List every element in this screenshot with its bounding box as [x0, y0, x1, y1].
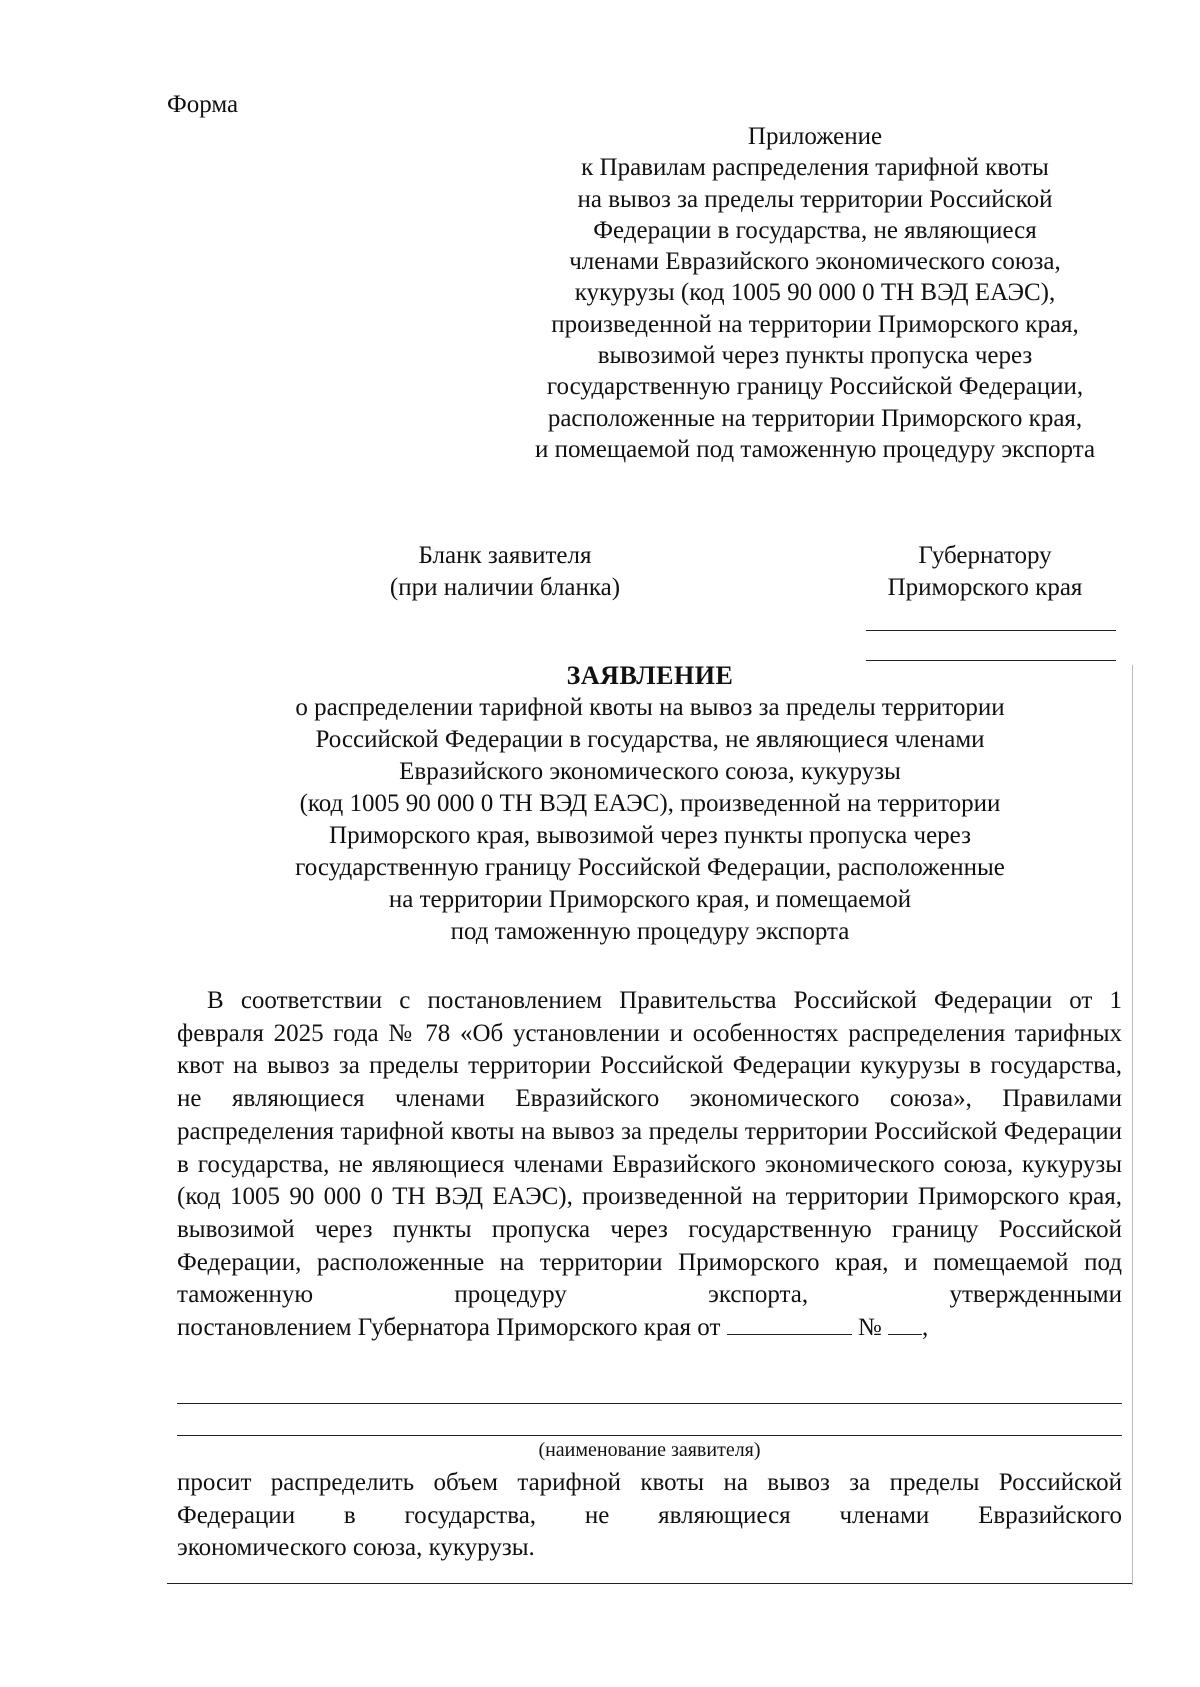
statement-subtitle-line: (код 1005 90 000 0 ТН ВЭД ЕАЭС), произведенной на территории: [299, 790, 1001, 817]
annex-line: на вывоз за пределы территории Российской: [577, 185, 1053, 213]
decree-date-field[interactable]: [727, 1312, 852, 1335]
annex-line: кукурузы (код 1005 90 000 0 ТН ВЭД ЕАЭС),: [574, 279, 1056, 307]
applicant-blank-note: [350, 540, 660, 604]
statement-body: [177, 985, 1122, 1345]
request-text: [177, 1467, 1122, 1532]
annex-block: [485, 121, 1145, 465]
statement-subtitle-line: под таможенную процедуру экспорта: [450, 918, 850, 945]
annex-line: к Правилам распределения тарифной квоты: [581, 154, 1049, 182]
applicant-name-line-1[interactable]: [177, 1403, 1122, 1404]
annex-line: членами Евразийского экономического союза,: [569, 248, 1061, 276]
body-paragraph-text: В соответствии с постановлением Правительства Российской Федерации от 1 февраля 2025 года № 78 «Об установлении и особенностях распределения тарифных квот на вывоз за пределы территории Российской Федерации кукурузы в государства, не являющиеся членами Евразийского экономического союза», Правилами распределения тарифной квоты на вывоз за пределы территории Российской Федерации в государства, не являющиеся членами Евразийского экономического союза, кукурузы (код 1005 90 000 0 ТН ВЭД ЕАЭС), произведенной на территории Приморского края, вывозимой через пункты пропуска через государственную границу Российской Федерации, расположенные на территории Приморского края, и помещаемой под таможенную процедуру экспорта, утвержденными: [177, 987, 1122, 1309]
decree-line-prefix: постановлением Губернатора Приморского края от: [177, 1314, 721, 1342]
decree-number-sign: №: [857, 1314, 882, 1342]
statement-subtitle-line: Приморского края, вывозимой через пункты пропуска через: [329, 822, 971, 849]
addressee-block: [855, 540, 1115, 604]
statement-subtitle-line: Российской Федерации в государства, не являющиеся членами: [315, 726, 985, 753]
applicant-name-line-2[interactable]: [177, 1435, 1122, 1436]
statement-heading: ЗАЯВЛЕНИЕ: [566, 661, 734, 690]
decree-number-field[interactable]: [888, 1312, 922, 1335]
statement-subtitle-line: Евразийского экономического союза, кукурузы: [399, 758, 901, 785]
applicant-name-caption: (наименование заявителя): [538, 1439, 761, 1461]
annex-line: расположенные на территории Приморского края,: [547, 404, 1083, 432]
annex-line: Приложение: [747, 123, 883, 150]
annex-line: вывозимой через пункты пропуска через: [597, 342, 1033, 370]
addressee-line1: Губернатору: [918, 542, 1052, 569]
decree-line: [177, 1312, 1122, 1345]
annex-line: и помещаемой под таможенную процедуру экспорта: [534, 435, 1096, 463]
annex-line: Федерации в государства, не являющиеся: [593, 216, 1037, 244]
annex-line: произведенной на территории Приморского края,: [551, 310, 1079, 338]
body-paragraph: [177, 985, 1122, 1312]
request-block: [177, 1467, 1122, 1565]
statement-subtitle-line: о распределении тарифной квоты на вывоз за пределы территории: [295, 694, 1005, 721]
request-text-span: просит распределить объем тарифной квоты на вывоз за пределы Российской Федерации в государства, не являющиеся членами Евразийского: [177, 1469, 1122, 1529]
form-label: Форма: [167, 91, 239, 118]
request-end-line[interactable]: [167, 1583, 1132, 1584]
statement-subtitle-line: государственную границу Российской Федерации, расположенные: [295, 854, 1005, 881]
addressee-line2: Приморского края: [887, 574, 1083, 601]
applicant-blank-line1: Бланк заявителя: [418, 542, 592, 569]
scan-margin-line: [1132, 665, 1133, 1585]
statement-title: [210, 660, 1090, 948]
addressee-blank-line-1[interactable]: [866, 630, 1116, 631]
request-last-line: экономического союза, кукурузы.: [177, 1534, 535, 1562]
statement-subtitle-line: на территории Приморского края, и помещаемой: [388, 886, 912, 913]
decree-comma: ,: [922, 1314, 929, 1342]
applicant-blank-line2: (при наличии бланка): [389, 574, 621, 601]
annex-line: государственную границу Российской Федерации,: [546, 373, 1084, 401]
